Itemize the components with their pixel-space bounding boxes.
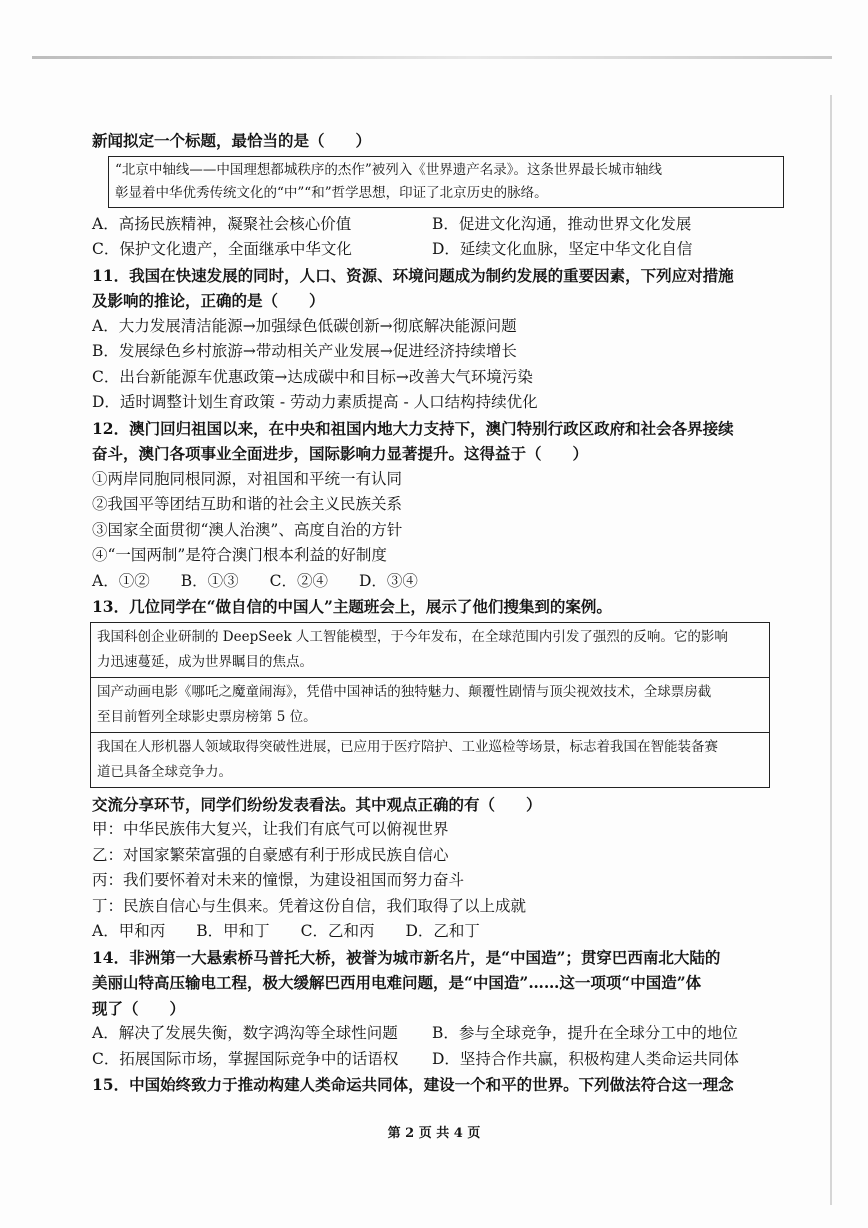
q10-options-row-2 [92,237,784,263]
q13-case-1 [91,623,769,678]
q11-stem-line: 11．我国在快速发展的同时，人口、资源、环境问题成为制约发展的重要因素，下列应对措施 [92,265,734,285]
q13-view-bing: 丙：我们要怀着对未来的憧憬，为建设祖国而努力奋斗 [92,871,465,889]
q13-view-yi: 乙：对国家繁荣富强的自豪感有利于形成民族自信心 [92,845,449,864]
q13-view-ding: 丁：民族自信心与生俱来。凭着这份自信，我们取得了以上成就 [92,896,527,915]
q14-stem-line: 14．非洲第一大悬索桥马普托大桥，被誉为城市新名片，是“中国造”；贯穿巴西南北大陆的 [92,947,721,967]
scan-shadow-right [830,95,832,1205]
q13-stem: 13．几位同学在“做自信的中国人”主题班会上，展示了他们搜集到的案例。 [92,597,612,616]
q14-option-c: C．拓展国际市场，掌握国际竞争中的话语权 [92,1049,399,1068]
q10-option-a: A．高扬民族精神，凝聚社会核心价值 [92,214,352,233]
page-number: 第 2 页 共 4 页 [387,1126,481,1141]
q11-stem-line: 及影响的推论，正确的是（ ） [92,291,325,310]
q13-case-3 [91,733,769,787]
q11-option-d: D．适时调整计划生育政策 - 劳动力素质提高 - 人口结构持续优化 [92,393,538,411]
q15-stem: 15．中国始终致力于推动构建人类命运共同体，建设一个和平的世界。下列做法符合这一理念 [92,1075,734,1094]
q13-case-line: 国产动画电影《哪吒之魔童闹海》，凭借中国神话的独特魅力、颠覆性剧情与顶尖视效技术，全球票房截 [97,683,712,700]
q14-stem-line: 美丽山特高压输电工程，极大缓解巴西用电难问题，是“中国造”……这一项项“中国造”体 [92,973,702,992]
q12-statement-4: ④“一国两制”是符合澳门根本利益的好制度 [92,546,387,564]
q14-stem-line: 现了（ ） [92,998,186,1018]
q14-option-d: D．坚持合作共赢，积极构建人类命运共同体 [432,1049,739,1068]
q13-case-line: 道已具备全球竞争力。 [97,763,232,780]
exam-page [92,128,784,1098]
q14-options-row-1 [92,1021,784,1047]
q14-options-row-2 [92,1047,784,1073]
scan-shadow-top [32,56,832,59]
q10-material-box [108,156,784,208]
q10-material-line: “北京中轴线——中国理想都城秩序的杰作”被列入《世界遗产名录》。这条世界最长城市轴线 [115,161,663,178]
q13-case-line: 我国在人形机器人领域取得突破性进展，已应用于医疗陪护、工业巡检等场景，标志着我国在智能装备赛 [97,738,718,755]
q10-material-line: 彰显着中华优秀传统文化的“中”“和”哲学思想，印证了北京历史的脉络。 [115,184,548,201]
q12-statement-2: ②我国平等团结互助和谐的社会主义民族关系 [92,495,403,513]
q14-option-a: A．解决了发展失衡，数字鸿沟等全球性问题 [92,1024,398,1042]
q13-case-line: 我国科创企业研制的 DeepSeek 人工智能模型，于今年发布，在全球范围内引发了强烈的反响。它的影响 [97,628,728,645]
q10-option-c: C．保护文化遗产，全面继承中华文化 [92,240,352,258]
q10-option-d: D．延续文化血脉，坚定中华文化自信 [432,240,693,258]
q13-choices: A．甲和丙 B．甲和丁 C．乙和丙 D．乙和丁 [92,922,480,940]
q10-stem: 新闻拟定一个标题，最恰当的是（ ） [92,131,372,150]
q12-statement-1: ①两岸同胞同根同源，对祖国和平统一有认同 [92,469,403,488]
q10-option-b: B．促进文化沟通，推动世界文化发展 [432,214,692,233]
q13-view-jia: 甲：中华民族伟大复兴，让我们有底气可以俯视世界 [92,820,449,838]
q11-option-a: A．大力发展清洁能源→加强绿色低碳创新→彻底解决能源问题 [92,316,517,335]
q13-case-2 [91,678,769,733]
q14-option-b: B．参与全球竞争，提升在全球分工中的地位 [432,1024,738,1042]
q13-prompt: 交流分享环节，同学们纷纷发表看法。其中观点正确的有（ ） [92,794,542,814]
q10-options-row-1 [92,212,784,238]
q12-statement-3: ③国家全面贯彻“澳人治澳”、高度自治的方针 [92,520,403,539]
q13-case-line: 力迅速蔓延，成为世界瞩目的焦点。 [97,653,313,670]
q11-option-c: C．出台新能源车优惠政策→达成碳中和目标→改善大气环境污染 [92,367,533,386]
q12-stem-line: 12．澳门回归祖国以来，在中央和祖国内地大力支持下，澳门特别行政区政府和社会各界接续 [92,418,734,438]
q13-case-table [90,622,770,788]
q12-choices: A．①② B．①③ C．②④ D．③④ [92,571,418,590]
q13-case-line: 至目前暂列全球影史票房榜第 5 位。 [97,708,317,725]
q11-option-b: B．发展绿色乡村旅游→带动相关产业发展→促进经济持续增长 [92,342,517,360]
q12-stem-line: 奋斗，澳门各项事业全面进步，国际影响力显著提升。这得益于（ ） [92,444,589,463]
